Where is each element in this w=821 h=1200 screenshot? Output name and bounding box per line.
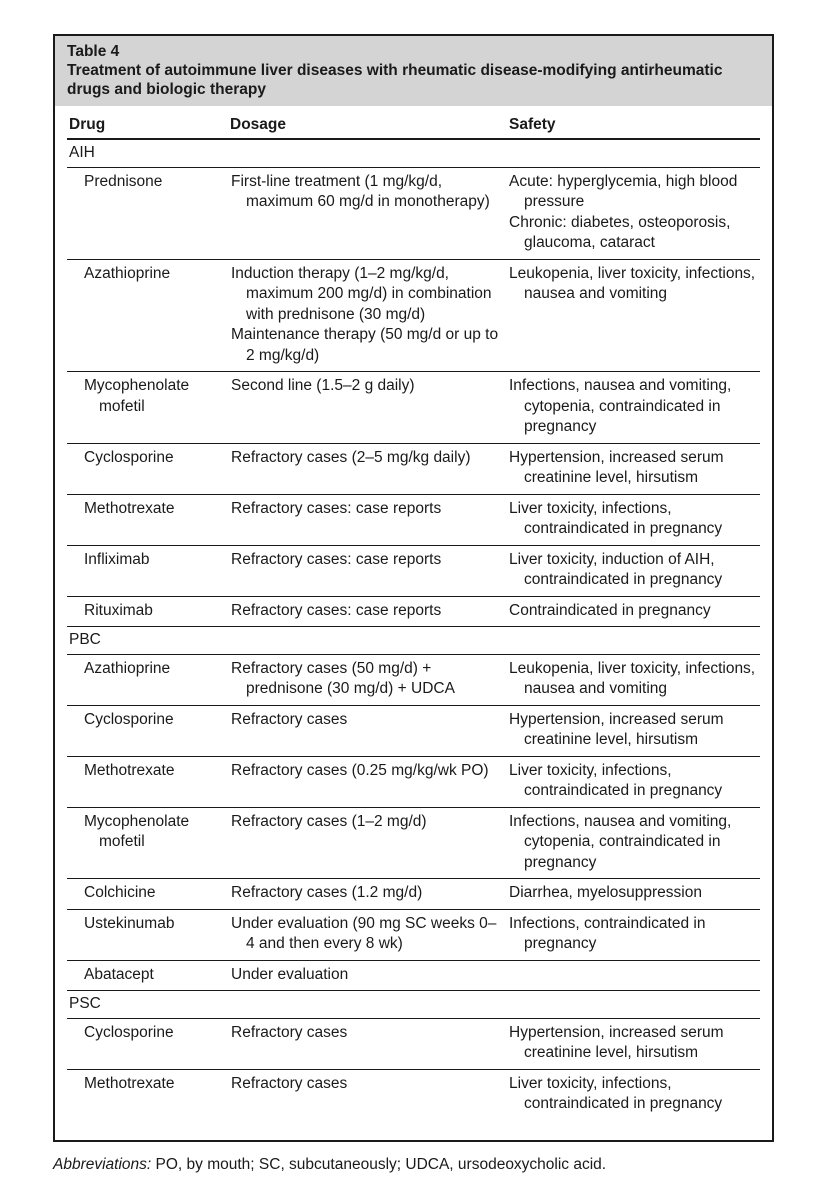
dosage-cell-text: Refractory cases (50 mg/d) + prednisone (30 mg/d) + UDCA (231, 659, 455, 697)
safety-cell-text: Liver toxicity, infections, contraindicated in pregnancy (509, 761, 723, 799)
safety-cell-text: Diarrhea, myelosuppression (509, 884, 702, 901)
dosage-cell (228, 756, 507, 807)
footnote (53, 1156, 606, 1174)
drug-cell-text: Methotrexate (84, 1074, 175, 1092)
table-number: Table 4 (67, 43, 120, 60)
dosage-cell (228, 596, 507, 627)
section-label: PBC (67, 627, 760, 655)
dosage-cell-text: Refractory cases (231, 1074, 348, 1092)
drug-cell-text: Colchicine (84, 884, 156, 901)
dosage-cell (228, 372, 507, 444)
dosage-cell-text: Refractory cases (1.2 mg/d) (231, 884, 423, 901)
table-row (67, 1018, 760, 1069)
header-dosage: Dosage (228, 106, 507, 139)
safety-cell (507, 494, 760, 545)
drug-cell (67, 654, 228, 705)
dosage-cell-text: Refractory cases (2–5 mg/kg daily) (231, 448, 471, 466)
safety-cell (507, 960, 760, 991)
table-row (67, 654, 760, 705)
safety-cell (507, 443, 760, 494)
safety-cell-text: Infections, contraindicated in pregnancy (509, 914, 706, 952)
safety-cell (507, 705, 760, 756)
footnote-text: PO, by mouth; SC, subcutaneously; UDCA, ursodeoxycholic acid. (151, 1156, 607, 1173)
dosage-cell (228, 167, 507, 259)
dosage-cell-text: First-line treatment (1 mg/kg/d, maximum 60 mg/d in monotherapy) (231, 172, 490, 210)
drug-cell (67, 443, 228, 494)
table-row (67, 443, 760, 494)
safety-cell (507, 372, 760, 444)
header-safety: Safety (507, 106, 760, 139)
safety-cell-text: Leukopenia, liver toxicity, infections, nausea and vomiting (509, 264, 756, 302)
dosage-cell-text: Refractory cases (0.25 mg/kg/wk PO) (231, 761, 489, 779)
dosage-cell-text: Refractory cases (231, 1023, 348, 1041)
dosage-cell (228, 443, 507, 494)
dosage-cell (228, 1018, 507, 1069)
section-row (67, 139, 760, 167)
safety-cell-text: Hypertension, increased serum creatinine level, hirsutism (509, 1023, 724, 1061)
safety-cell (507, 167, 760, 259)
safety-cell (507, 259, 760, 372)
dosage-cell-text: Refractory cases: case reports (231, 499, 442, 517)
drug-cell (67, 1069, 228, 1120)
table-row (67, 545, 760, 596)
dosage-cell (228, 1069, 507, 1120)
safety-cell (507, 879, 760, 910)
table-frame (53, 34, 774, 1142)
safety-cell (507, 1069, 760, 1120)
drug-cell-text: Mycophenolate mofetil (84, 377, 190, 415)
drug-cell (67, 596, 228, 627)
dosage-cell (228, 960, 507, 991)
safety-cell-text: Chronic: diabetes, osteoporosis, glaucoma, cataract (509, 213, 731, 251)
table-row (67, 705, 760, 756)
safety-cell-text: Hypertension, increased serum creatinine level, hirsutism (509, 710, 724, 748)
drug-cell-text: Abatacept (84, 965, 154, 983)
drug-cell (67, 494, 228, 545)
safety-cell-text: Liver toxicity, induction of AIH, contraindicated in pregnancy (509, 550, 723, 588)
drug-cell-text: Mycophenolate mofetil (84, 812, 190, 850)
drug-cell-text: Ustekinumab (84, 914, 175, 932)
dosage-cell (228, 879, 507, 910)
dosage-cell-text: Refractory cases: case reports (231, 550, 442, 568)
drug-cell-text: Methotrexate (84, 761, 175, 779)
header-row (67, 106, 760, 139)
dosage-cell-text: Under evaluation (90 mg SC weeks 0–4 and then every 8 wk) (231, 914, 497, 952)
drug-cell-text: Methotrexate (84, 499, 175, 517)
table-row (67, 960, 760, 991)
table-row (67, 807, 760, 879)
dosage-cell (228, 807, 507, 879)
table-row (67, 1069, 760, 1120)
drug-cell-text: Rituximab (84, 601, 153, 619)
section-row (67, 627, 760, 655)
drug-cell (67, 879, 228, 910)
dosage-cell-text: Maintenance therapy (50 mg/d or up to 2 mg/kg/d) (231, 326, 499, 364)
dosage-cell-text: Induction therapy (1–2 mg/kg/d, maximum 200 mg/d) in combination with prednisone (30 mg/d) (231, 264, 492, 323)
drug-cell-text: Cyclosporine (84, 710, 174, 728)
table-title: Treatment of autoimmune liver diseases with rheumatic disease-modifying antirheumatic drugs and biologic therapy (67, 62, 723, 98)
dosage-cell-text: Second line (1.5–2 g daily) (231, 377, 415, 394)
drug-cell (67, 1018, 228, 1069)
section-label: PSC (67, 991, 760, 1019)
dosage-cell (228, 259, 507, 372)
dosage-cell (228, 909, 507, 960)
drug-cell-text: Infliximab (84, 550, 150, 568)
drug-cell-text: Azathioprine (84, 659, 171, 677)
drug-cell (67, 909, 228, 960)
table-row (67, 494, 760, 545)
safety-cell (507, 545, 760, 596)
header-drug: Drug (67, 106, 228, 139)
safety-cell (507, 596, 760, 627)
section-label: AIH (67, 139, 760, 167)
table-row (67, 596, 760, 627)
table-row (67, 879, 760, 910)
table-row (67, 167, 760, 259)
safety-cell-text: Acute: hyperglycemia, high blood pressure (509, 172, 738, 210)
section-row (67, 991, 760, 1019)
table-row (67, 756, 760, 807)
table-row (67, 259, 760, 372)
safety-cell-text: Liver toxicity, infections, contraindicated in pregnancy (509, 499, 723, 537)
table-row (67, 372, 760, 444)
dosage-cell-text: Refractory cases (1–2 mg/d) (231, 812, 427, 830)
dosage-cell (228, 705, 507, 756)
dosage-cell-text: Under evaluation (231, 965, 349, 983)
table-caption (55, 36, 772, 106)
dosage-cell (228, 545, 507, 596)
drug-cell (67, 756, 228, 807)
table-row (67, 909, 760, 960)
dosage-cell-text: Refractory cases (231, 710, 348, 728)
drug-cell-text: Prednisone (84, 172, 163, 190)
safety-cell (507, 654, 760, 705)
drug-cell-text: Cyclosporine (84, 1023, 174, 1041)
drug-cell (67, 259, 228, 372)
safety-cell-text: Hypertension, increased serum creatinine level, hirsutism (509, 448, 724, 486)
safety-cell (507, 807, 760, 879)
safety-cell (507, 756, 760, 807)
dosage-cell (228, 654, 507, 705)
footnote-label: Abbreviations: (53, 1156, 152, 1173)
drug-cell (67, 545, 228, 596)
drug-cell (67, 705, 228, 756)
safety-cell (507, 909, 760, 960)
drug-cell-text: Azathioprine (84, 264, 171, 282)
drug-cell-text: Cyclosporine (84, 448, 174, 466)
drug-cell (67, 807, 228, 879)
safety-cell-text: Leukopenia, liver toxicity, infections, nausea and vomiting (509, 659, 756, 697)
dosage-cell (228, 494, 507, 545)
drug-cell (67, 167, 228, 259)
dosage-cell-text: Refractory cases: case reports (231, 601, 442, 619)
safety-cell (507, 1018, 760, 1069)
drug-cell (67, 372, 228, 444)
treatment-table (67, 106, 760, 1120)
drug-cell (67, 960, 228, 991)
safety-cell-text: Contraindicated in pregnancy (509, 601, 711, 619)
safety-cell-text: Infections, nausea and vomiting, cytopenia, contraindicated in pregnancy (509, 812, 732, 871)
safety-cell-text: Liver toxicity, infections, contraindicated in pregnancy (509, 1074, 723, 1112)
safety-cell-text: Infections, nausea and vomiting, cytopenia, contraindicated in pregnancy (509, 377, 732, 435)
